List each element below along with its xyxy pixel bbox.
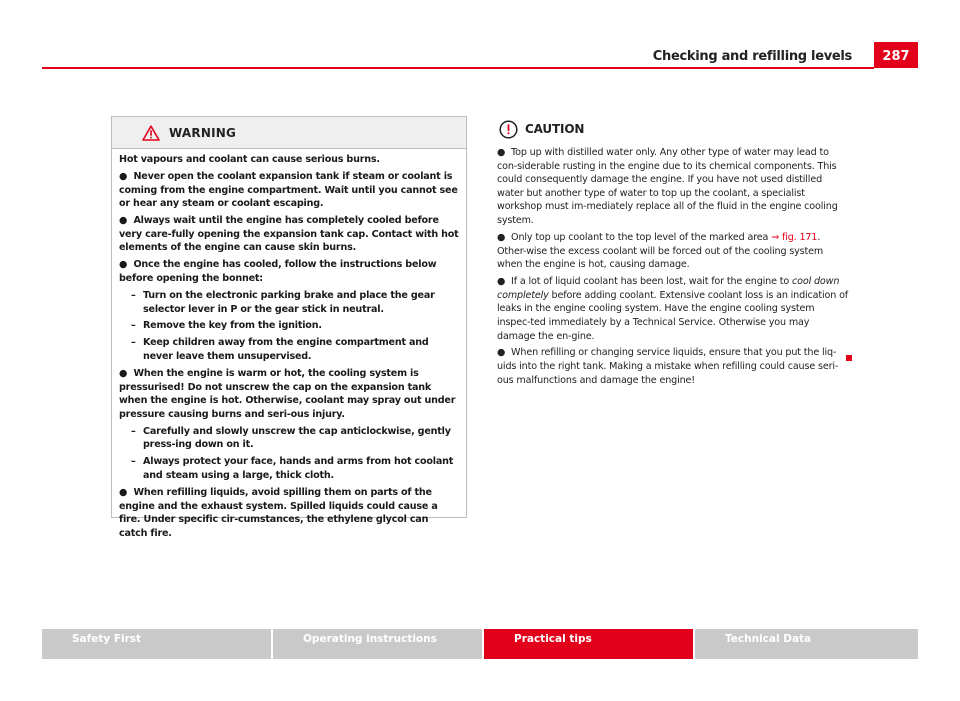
dash-icon: – — [131, 289, 136, 301]
bullet-icon: ● — [119, 170, 128, 182]
warning-box — [111, 116, 467, 539]
page-number: 287 — [874, 42, 918, 68]
warning-triangle-icon — [142, 125, 160, 141]
bullet-icon: ● — [119, 215, 128, 227]
bullet-icon: ● — [497, 147, 506, 158]
warning-item: ● When the engine is warm or hot, the cooling system is pressurised! Do not unscrew the cap on the expansion tank when the engine is hot. Otherwise, coolant may spray out under pressure causing burns and seri-ous injury. — [119, 368, 456, 420]
warning-label: WARNING — [169, 125, 237, 140]
bullet-icon: ● — [119, 486, 128, 498]
warning-item: ● Once the engine has cooled, follow the instructions below before opening the bonnet: — [119, 259, 437, 284]
caution-item: ● Top up with distilled water only. Any other type of water may lead to con-siderable rusting in the engine due to its chemical components. This could consequently damage the engine. If you have not used distilled water but another type of water to top up the coolant, a specialist workshop must im-mediately replace all of the fluid in the engine cooling system. — [497, 147, 838, 226]
bullet-icon: ● — [497, 347, 506, 359]
warning-subitem: – Always protect your face, hands and arms from hot coolant and steam using a large, thick cloth. — [131, 456, 454, 481]
figure-reference-link[interactable]: ⇒ fig. 171 — [771, 231, 818, 243]
tab-operating-instructions[interactable]: Operating instructions — [273, 629, 482, 659]
caution-item: ● Only top up coolant to the top level of the marked area ⇒ fig. 171. Other-wise the excess coolant will be forced out of the cooling system when the engine is hot, causing damage. — [497, 231, 824, 271]
tab-practical-tips[interactable]: Practical tips — [484, 629, 693, 659]
bullet-icon: ● — [119, 368, 128, 380]
caution-label: CAUTION — [525, 121, 585, 136]
page-header-title: Checking and refilling levels — [652, 49, 852, 64]
footer-nav — [42, 629, 918, 659]
warning-body — [112, 149, 466, 540]
caution-item: ● If a lot of liquid coolant has been lost, wait for the engine to cool down completely before adding coolant. Extensive coolant loss is an indication of leaks in the engine cooling system. Have the engine cooling system inspec-ted immediately by a Technical Service. Otherwise you may damage the en-gine. — [497, 276, 849, 342]
caution-exclamation-icon — [499, 120, 518, 139]
warning-header — [112, 117, 466, 149]
warning-item: ● When refilling liquids, avoid spilling them on parts of the engine and the exhaust system. Spilled liquids could cause a fire. Under specific cir-cumstances, the ethylene glycol can catch fire. — [119, 486, 438, 539]
caution-header — [497, 120, 849, 139]
bullet-icon: ● — [497, 231, 506, 243]
tab-safety-first[interactable]: Safety First — [42, 629, 271, 659]
bullet-icon: ● — [119, 259, 128, 271]
warning-item: ● Always wait until the engine has completely cooled before very care-fully opening the expansion tank cap. Contact with hot elements of the engine can cause skin burns. — [119, 215, 459, 254]
warning-subitem: – Turn on the electronic parking brake and place the gear selector lever in P or the gear stick in neutral. — [131, 289, 435, 315]
caution-item: ● When refilling or changing service liquids, ensure that you put the liq-uids into the right tank. Making a mistake when refilling could cause seri-ous malfunctions and damage the engine! — [497, 347, 839, 386]
section-end-icon — [846, 355, 852, 361]
header-rule — [42, 67, 874, 69]
warning-item: ● Never open the coolant expansion tank if steam or coolant is coming from the engine compartment. Wait until you cannot see or hear any steam or coolant escaping. — [119, 170, 458, 210]
emphasis-text: cool down completely — [497, 276, 840, 301]
warning-intro: Hot vapours and coolant can cause serious burns. — [119, 154, 380, 165]
bullet-icon: ● — [497, 276, 506, 288]
caution-section — [497, 120, 849, 391]
dash-icon: – — [131, 456, 136, 468]
dash-icon: – — [131, 425, 136, 437]
warning-subitem: – Carefully and slowly unscrew the cap anticlockwise, gently press-ing down on it. — [131, 425, 451, 451]
dash-icon: – — [131, 320, 136, 332]
tab-technical-data[interactable]: Technical Data — [695, 629, 918, 659]
warning-subitem: – Remove the key from the ignition. — [131, 320, 322, 332]
warning-subitem: – Keep children away from the engine compartment and never leave them unsupervised. — [131, 337, 429, 363]
dash-icon: – — [131, 337, 136, 349]
